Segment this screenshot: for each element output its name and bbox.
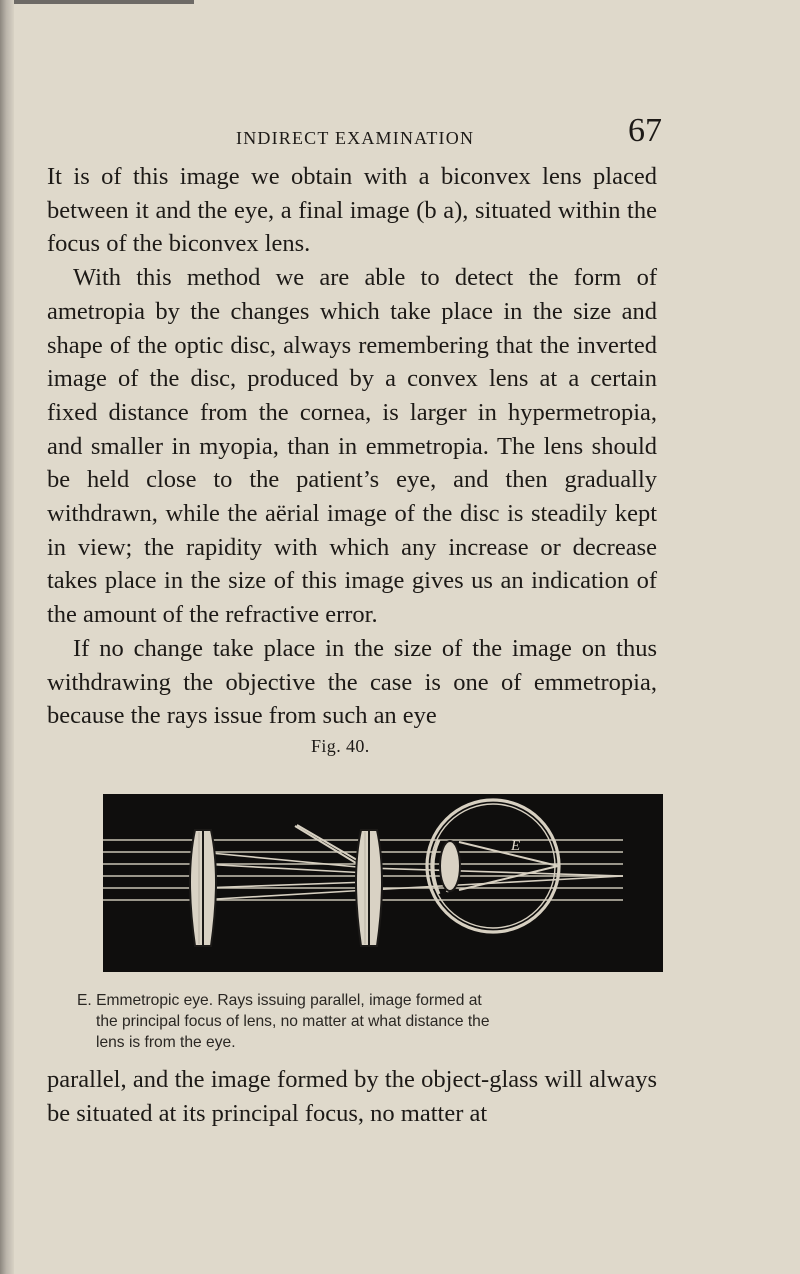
paragraph-3: If no change take place in the size of the image on thus withdrawing the objective the case is one of emmetropia, because the rays issue from such an eye	[47, 634, 657, 730]
figure-label: Fig. 40.	[311, 736, 370, 756]
body-text	[47, 160, 657, 733]
continuation-text	[47, 1063, 657, 1131]
continuation-paragraph: parallel, and the image formed by the object-glass will always be situated at its principal focus, no matter at	[47, 1066, 657, 1127]
page-number: 67	[628, 112, 662, 149]
paragraph-2: With this method we are able to detect the form of ametropia by the changes which take place in the size and shape of the optic disc, always remembering that the inverted image of the disc, produced by a convex lens at a certain fixed distance from the cornea, is larger in hypermetropia, and smaller in myopia, than in emmetropia. The lens should be held close to the patient’s eye, and then gradually withdrawn, while the aërial image of the disc is steadily kept in view; the rapidity with which any increase or decrease takes place in the size of this image gives us an indication of the amount of the refractive error.	[47, 264, 657, 629]
top-rule	[14, 0, 194, 4]
eye-letter: E	[511, 838, 521, 854]
left-convex-lens	[190, 830, 216, 946]
paragraph-1: It is of this image we obtain with a biconvex lens placed between it and the eye, a final image (b a), situated within the focus of the biconvex lens.	[47, 163, 657, 258]
caption-line-3: lens is from the eye.	[96, 1034, 236, 1051]
running-head: INDIRECT EXAMINATION	[236, 128, 475, 148]
figure-background	[103, 794, 663, 972]
middle-convex-lens	[356, 830, 382, 946]
optics-figure	[103, 794, 663, 972]
caption-line-1: E. Emmetropic eye. Rays issuing parallel, image formed at	[77, 992, 482, 1009]
page-binding-edge	[0, 0, 14, 1274]
caption-line-2: the principal focus of lens, no matter at what distance the	[96, 1013, 490, 1030]
figure-caption	[77, 990, 631, 1053]
